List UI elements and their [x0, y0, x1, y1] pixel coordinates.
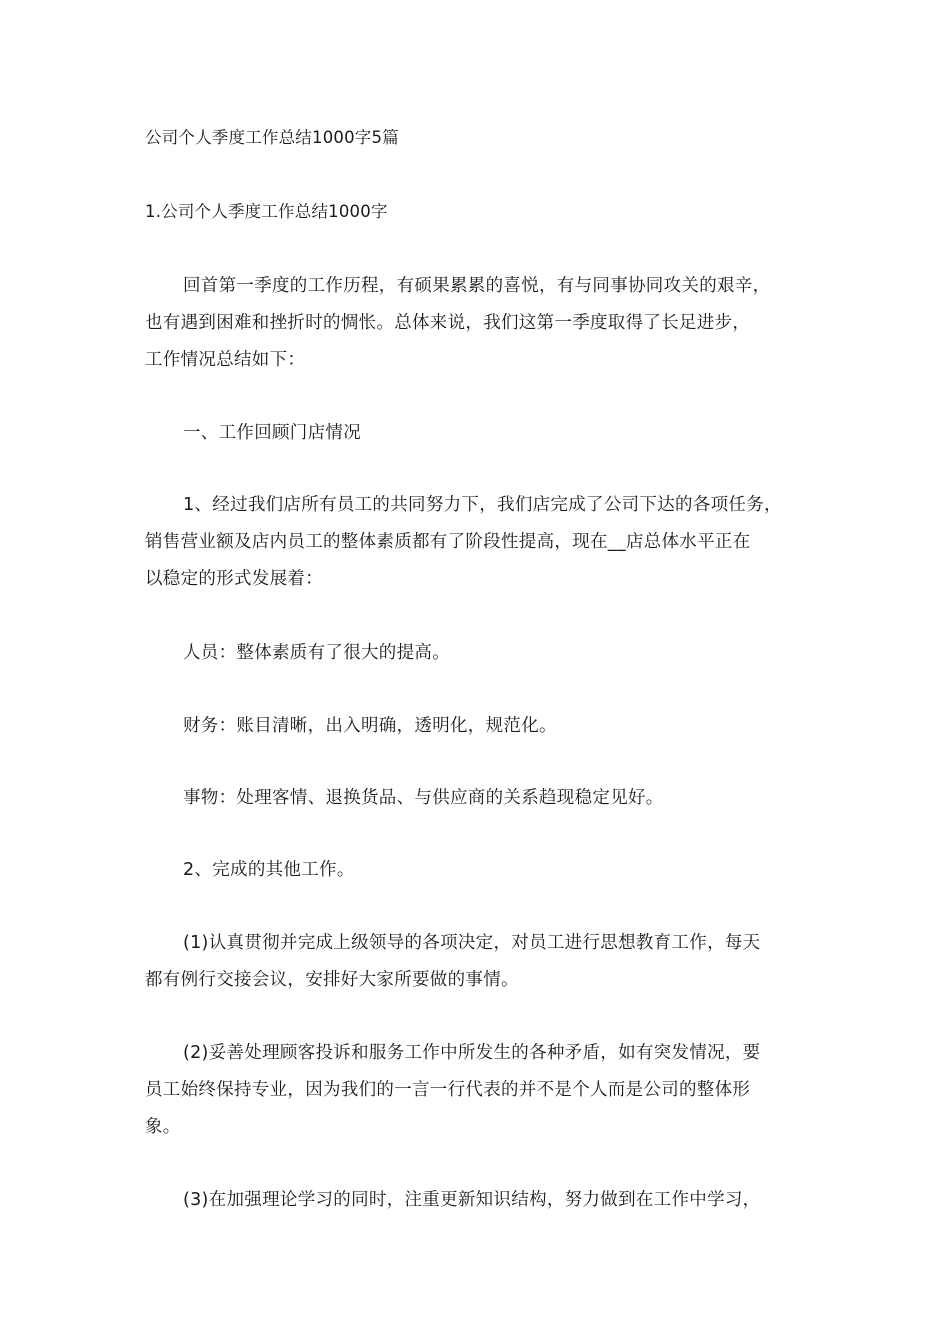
paragraph-line: 1、经过我们店所有员工的共同努力下，我们店完成了公司下达的各项任务， — [183, 495, 782, 515]
paragraph-line: 工作情况总结如下： — [145, 350, 306, 370]
paragraph-line: 人员：整体素质有了很大的提高。 — [183, 643, 450, 663]
paragraph-line: 也有遇到困难和挫折时的惆怅。总体来说，我们这第一季度取得了长足进步， — [145, 313, 751, 333]
paragraph-line: 都有例行交接会议，安排好大家所要做的事情。 — [145, 970, 519, 990]
paragraph-line: 回首第一季度的工作历程，有硕果累累的喜悦，有与同事协同攻关的艰辛， — [183, 276, 771, 296]
paragraph-line: 象。 — [145, 1117, 181, 1137]
paragraph-line: 财务：账目清晰，出入明确，透明化，规范化。 — [183, 716, 557, 736]
paragraph-line: 员工始终保持专业，因为我们的一言一行代表的并不是个人而是公司的整体形 — [145, 1080, 751, 1100]
paragraph-line: (1)认真贯彻并完成上级领导的各项决定，对员工进行思想教育工作，每天 — [183, 933, 761, 953]
paragraph-line: 销售营业额及店内员工的整体素质都有了阶段性提高，现在__店总体水平正在 — [145, 532, 751, 552]
document-title: 公司个人季度工作总结1000字5篇 — [145, 128, 399, 147]
paragraph-line: (2)妥善处理顾客投诉和服务工作中所发生的各种矛盾，如有突发情况，要 — [183, 1043, 761, 1063]
paragraph-line: 事物：处理客情、退换货品、与供应商的关系趋现稳定见好。 — [183, 788, 664, 808]
subheading: 一、工作回顾门店情况 — [183, 423, 361, 443]
paragraph-line: 以稳定的形式发展着： — [145, 569, 323, 589]
subheading: 2、完成的其他工作。 — [183, 860, 355, 880]
paragraph-line: (3)在加强理论学习的同时，注重更新知识结构，努力做到在工作中学习， — [183, 1190, 761, 1210]
section-heading: 1.公司个人季度工作总结1000字 — [145, 202, 388, 221]
